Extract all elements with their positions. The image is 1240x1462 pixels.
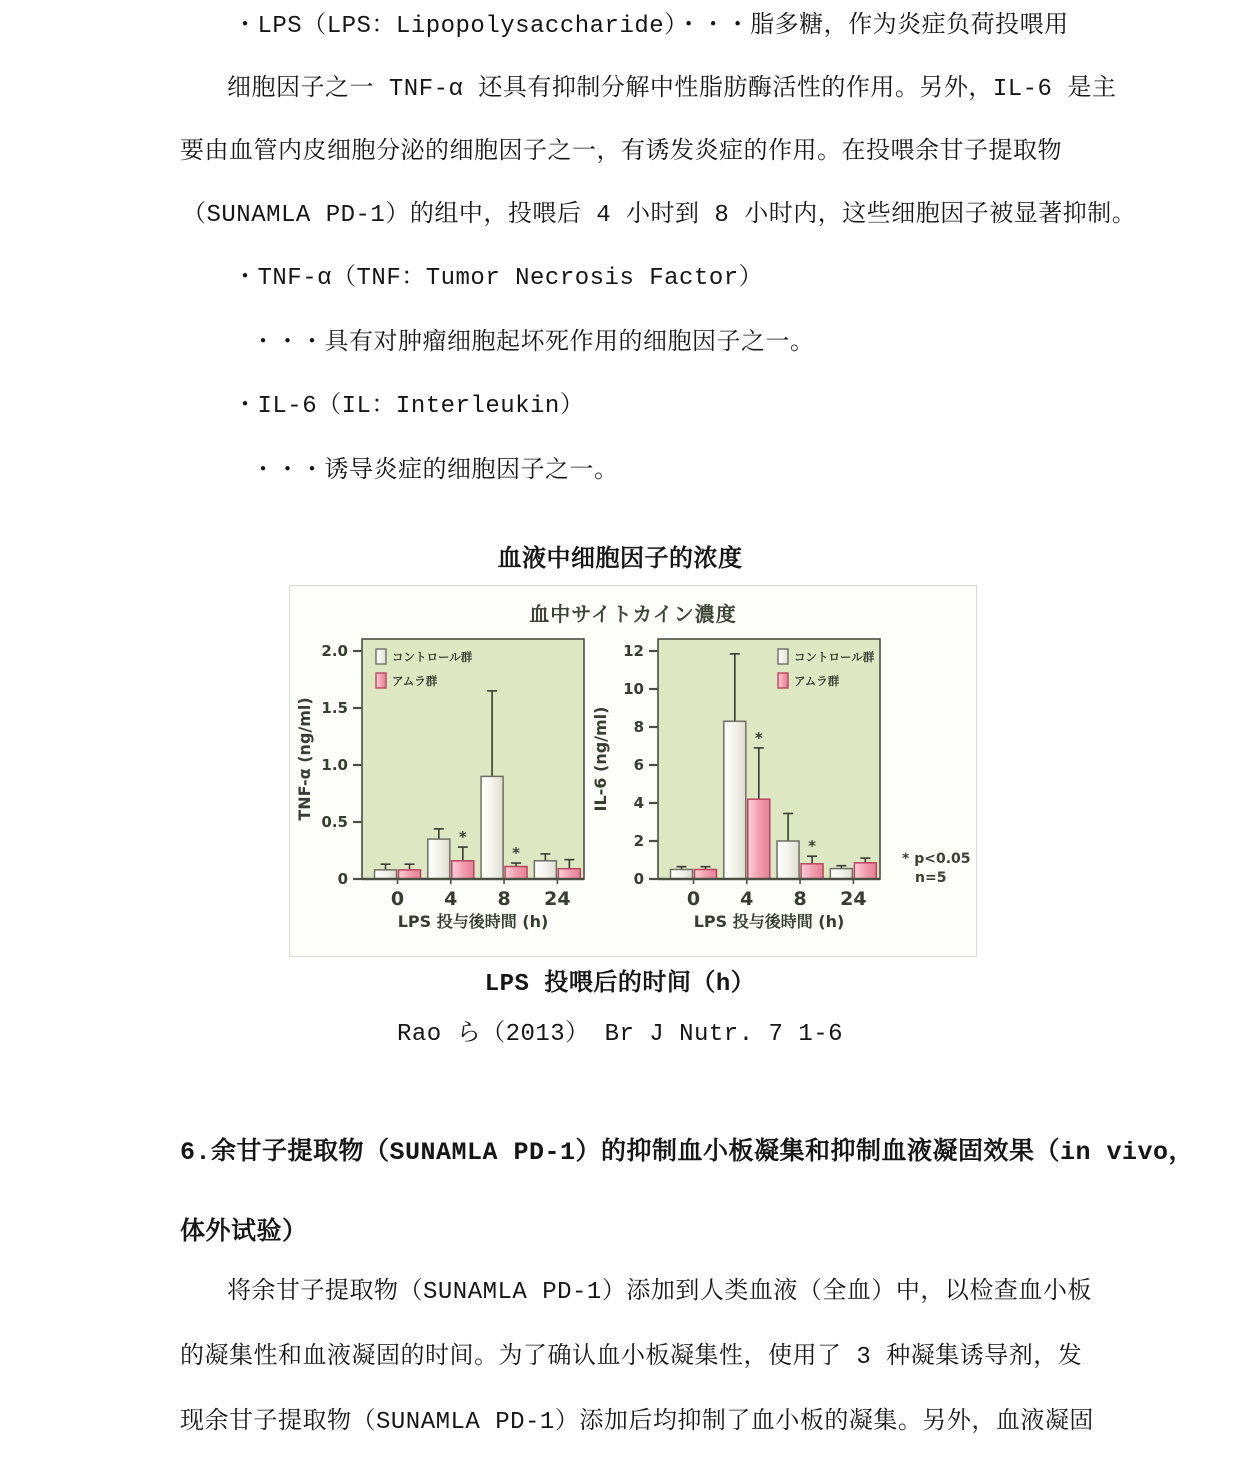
- body-text-line-2: 细胞因子之一 TNF-α 还具有抑制分解中性脂肪酶活性的作用。另外，IL-6 是主: [227, 76, 1117, 103]
- svg-text:24: 24: [544, 888, 571, 910]
- svg-text:LPS 投与後時間 (h): LPS 投与後時間 (h): [397, 912, 549, 931]
- svg-text:8: 8: [633, 718, 644, 736]
- figure-title-japanese: 血中サイトカイン濃度: [529, 602, 737, 626]
- svg-text:コントロール群: コントロール群: [794, 650, 875, 664]
- figure-caption: LPS 投喂后的时间（h）: [484, 971, 756, 998]
- svg-text:2: 2: [633, 832, 644, 850]
- svg-text:*: *: [808, 837, 817, 856]
- bar-chart-svg: [292, 615, 592, 933]
- il6-bar-chart: [588, 615, 888, 933]
- svg-text:0: 0: [337, 870, 348, 888]
- svg-text:10: 10: [623, 680, 644, 698]
- svg-text:0: 0: [633, 870, 644, 888]
- body-text-line-bottom-1: 将余甘子提取物（SUNAMLA PD-1）添加到人类血液（全血）中，以检查血小板: [227, 1279, 1092, 1306]
- tnf-alpha-bar-chart: [292, 615, 592, 933]
- svg-text:*: *: [754, 728, 763, 747]
- body-text-line-4: （SUNAMLA PD-1）的组中，投喂后 4 小时到 8 小时内，这些细胞因子被显著抑制。: [182, 202, 1137, 229]
- svg-text:*: *: [512, 844, 521, 863]
- svg-text:LPS 投与後時間 (h): LPS 投与後時間 (h): [693, 912, 845, 931]
- body-text-line-3: 要由血管内皮细胞分泌的细胞因子之一，有诱发炎症的作用。在投喂余甘子提取物: [180, 139, 1062, 166]
- svg-text:12: 12: [623, 642, 644, 660]
- body-text-line-8: ・・・诱导炎症的细胞因子之一。: [251, 458, 619, 485]
- svg-text:6: 6: [633, 756, 644, 774]
- svg-text:8: 8: [497, 888, 511, 910]
- svg-text:IL-6 (ng/ml): IL-6 (ng/ml): [591, 706, 610, 812]
- svg-text:0: 0: [390, 888, 405, 910]
- svg-text:4: 4: [633, 794, 644, 812]
- figure-title-chinese: 血液中细胞因子的浓度: [497, 547, 743, 574]
- svg-text:8: 8: [793, 888, 807, 910]
- svg-text:1.0: 1.0: [321, 756, 348, 774]
- sample-size-note: n=5: [915, 870, 947, 886]
- body-text-line-5: ・TNF-α（TNF：Tumor Necrosis Factor）: [233, 265, 764, 292]
- body-text-line-bottom-3: 现余甘子提取物（SUNAMLA PD-1）添加后均抑制了血小板的凝集。另外，血液凝固: [180, 1409, 1094, 1436]
- svg-text:0: 0: [686, 888, 701, 910]
- body-text-line-6: ・・・具有对肿瘤细胞起坏死作用的细胞因子之一。: [251, 330, 815, 357]
- svg-text:24: 24: [840, 888, 867, 910]
- section-heading-line-2: 体外试验）: [180, 1218, 308, 1247]
- svg-text:TNF-α (ng/ml): TNF-α (ng/ml): [295, 697, 314, 821]
- svg-text:アムラ群: アムラ群: [392, 674, 438, 688]
- section-heading-line-1: 6.余甘子提取物（SUNAMLA PD-1）的抑制血小板凝集和抑制血液凝固效果（in vivo，: [180, 1138, 1195, 1167]
- svg-text:2.0: 2.0: [321, 642, 348, 660]
- svg-text:アムラ群: アムラ群: [794, 674, 840, 688]
- body-text-line-bottom-2: 的凝集性和血液凝固的时间。为了确认血小板凝集性，使用了 3 种凝集诱导剂，发: [180, 1344, 1083, 1371]
- svg-text:1.5: 1.5: [321, 699, 348, 717]
- svg-text:*: *: [458, 828, 467, 847]
- svg-text:コントロール群: コントロール群: [392, 650, 473, 664]
- svg-text:4: 4: [740, 888, 754, 910]
- body-text-line-7: ・IL-6（IL：Interleukin）: [233, 393, 585, 420]
- body-text-line-1: ・LPS（LPS：Lipopolysaccharide）・・・脂多糖，作为炎症负荷投喂用: [233, 13, 1069, 40]
- figure-reference: Rao ら（2013） Br J Nutr. 7 1-6: [396, 1021, 844, 1048]
- significance-annotation: [902, 850, 978, 888]
- svg-text:4: 4: [444, 888, 458, 910]
- cytokine-figure-panel: [289, 585, 977, 957]
- svg-text:0.5: 0.5: [321, 813, 348, 831]
- bar-chart-svg: [588, 615, 888, 933]
- p-value-note: * p<0.05: [902, 851, 971, 867]
